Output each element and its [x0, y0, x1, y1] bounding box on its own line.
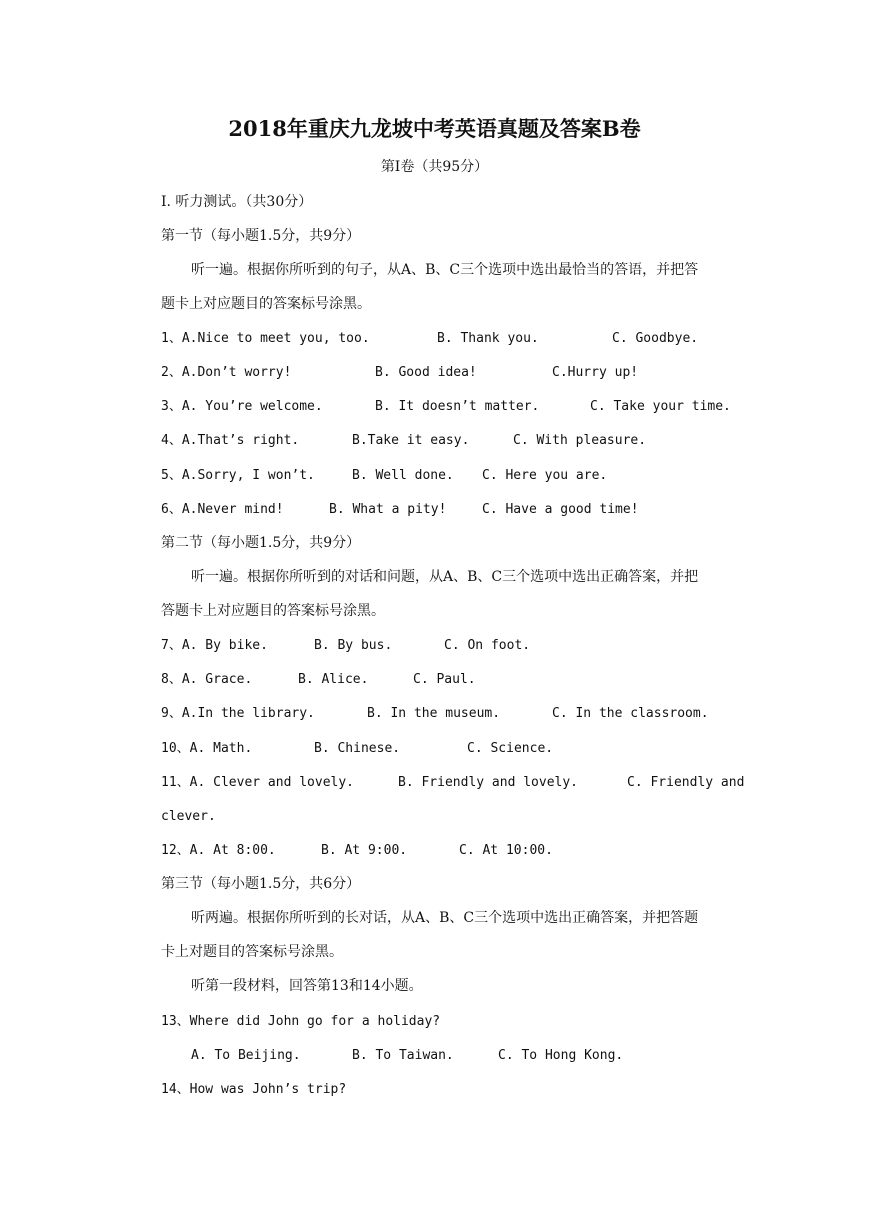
question-13-option-b: B. To Taiwan. [352, 1048, 454, 1063]
section-instruction: 听一遍。根据你所听到的句子，从A、B、C三个选项中选出最恰当的答语，并把答 [191, 262, 699, 278]
question-5-option-c: C. Here you are. [482, 468, 608, 483]
question-12-option-c: C. At 10:00. [459, 843, 553, 858]
question-5-option-b: B. Well done. [352, 468, 454, 483]
question-2-option-a: 2、A.Don’t worry! [161, 365, 292, 380]
question-9-option-c: C. In the classroom. [552, 706, 709, 721]
question-11-option-a: 11、A. Clever and lovely. [161, 775, 355, 790]
question-13-option-c: C. To Hong Kong. [498, 1048, 624, 1063]
section-instruction: 题卡上对应题目的答案标号涂黑。 [161, 296, 371, 312]
question-8-option-c: C. Paul. [413, 672, 476, 687]
question-2-option-c: C.Hurry up! [552, 365, 639, 380]
question-12-option-a: 12、A. At 8:00. [161, 843, 276, 858]
question-11-option-c-continued: clever. [161, 809, 216, 824]
question-4-option-b: B.Take it easy. [352, 433, 470, 448]
question-14-stem: 14、How was John’s trip? [161, 1082, 347, 1097]
material-instruction: 听第一段材料，回答第13和14小题。 [191, 978, 423, 994]
question-9-option-a: 9、A.In the library. [161, 706, 315, 721]
question-10-option-a: 10、A. Math. [161, 741, 253, 756]
question-8-option-a: 8、A. Grace. [161, 672, 253, 687]
question-3-option-b: B. It doesn’t matter. [375, 399, 540, 414]
question-8-option-b: B. Alice. [298, 672, 369, 687]
paper-subtitle: 第Ⅰ卷（共95分） [380, 159, 489, 175]
question-12-option-b: B. At 9:00. [321, 843, 408, 858]
question-10-option-c: C. Science. [467, 741, 554, 756]
question-6-option-a: 6、A.Never mind! [161, 502, 284, 517]
question-4-option-a: 4、A.That’s right. [161, 433, 300, 448]
question-1-option-b: B. Thank you. [437, 331, 539, 346]
question-3-option-c: C. Take your time. [590, 399, 731, 414]
question-3-option-a: 3、A. You’re welcome. [161, 399, 323, 414]
question-13-option-a: A. To Beijing. [191, 1048, 301, 1063]
question-2-option-b: B. Good idea! [375, 365, 477, 380]
question-6-option-b: B. What a pity! [329, 502, 447, 517]
question-13-stem: 13、Where did John go for a holiday? [161, 1014, 441, 1029]
section-heading: 第一节（每小题1.5分，共9分） [161, 228, 361, 244]
part-heading: Ⅰ. 听力测试。（共30分） [161, 194, 313, 210]
question-5-option-a: 5、A.Sorry, I won’t. [161, 468, 315, 483]
question-10-option-b: B. Chinese. [314, 741, 401, 756]
question-4-option-c: C. With pleasure. [513, 433, 647, 448]
section-heading: 第二节（每小题1.5分，共9分） [161, 535, 361, 551]
question-1-option-a: 1、A.Nice to meet you, too. [161, 331, 370, 346]
question-6-option-c: C. Have a good time! [482, 502, 639, 517]
question-7-option-b: B. By bus. [314, 638, 393, 653]
question-11-option-b: B. Friendly and lovely. [398, 775, 579, 790]
section-instruction: 听两遍。根据你所听到的长对话，从A、B、C三个选项中选出正确答案，并把答题 [191, 910, 699, 926]
question-7-option-c: C. On foot. [444, 638, 531, 653]
question-9-option-b: B. In the museum. [367, 706, 501, 721]
question-11-option-c: C. Friendly and [627, 775, 745, 790]
section-instruction: 答题卡上对应题目的答案标号涂黑。 [161, 603, 385, 619]
question-1-option-c: C. Goodbye. [612, 331, 699, 346]
question-7-option-a: 7、A. By bike. [161, 638, 268, 653]
section-instruction: 听一遍。根据你所听到的对话和问题，从A、B、C三个选项中选出正确答案，并把 [191, 569, 699, 585]
section-instruction: 卡上对题目的答案标号涂黑。 [161, 944, 343, 960]
section-heading: 第三节（每小题1.5分，共6分） [161, 876, 361, 892]
document-title: 2018年重庆九龙坡中考英语真题及答案B卷 [228, 116, 641, 141]
